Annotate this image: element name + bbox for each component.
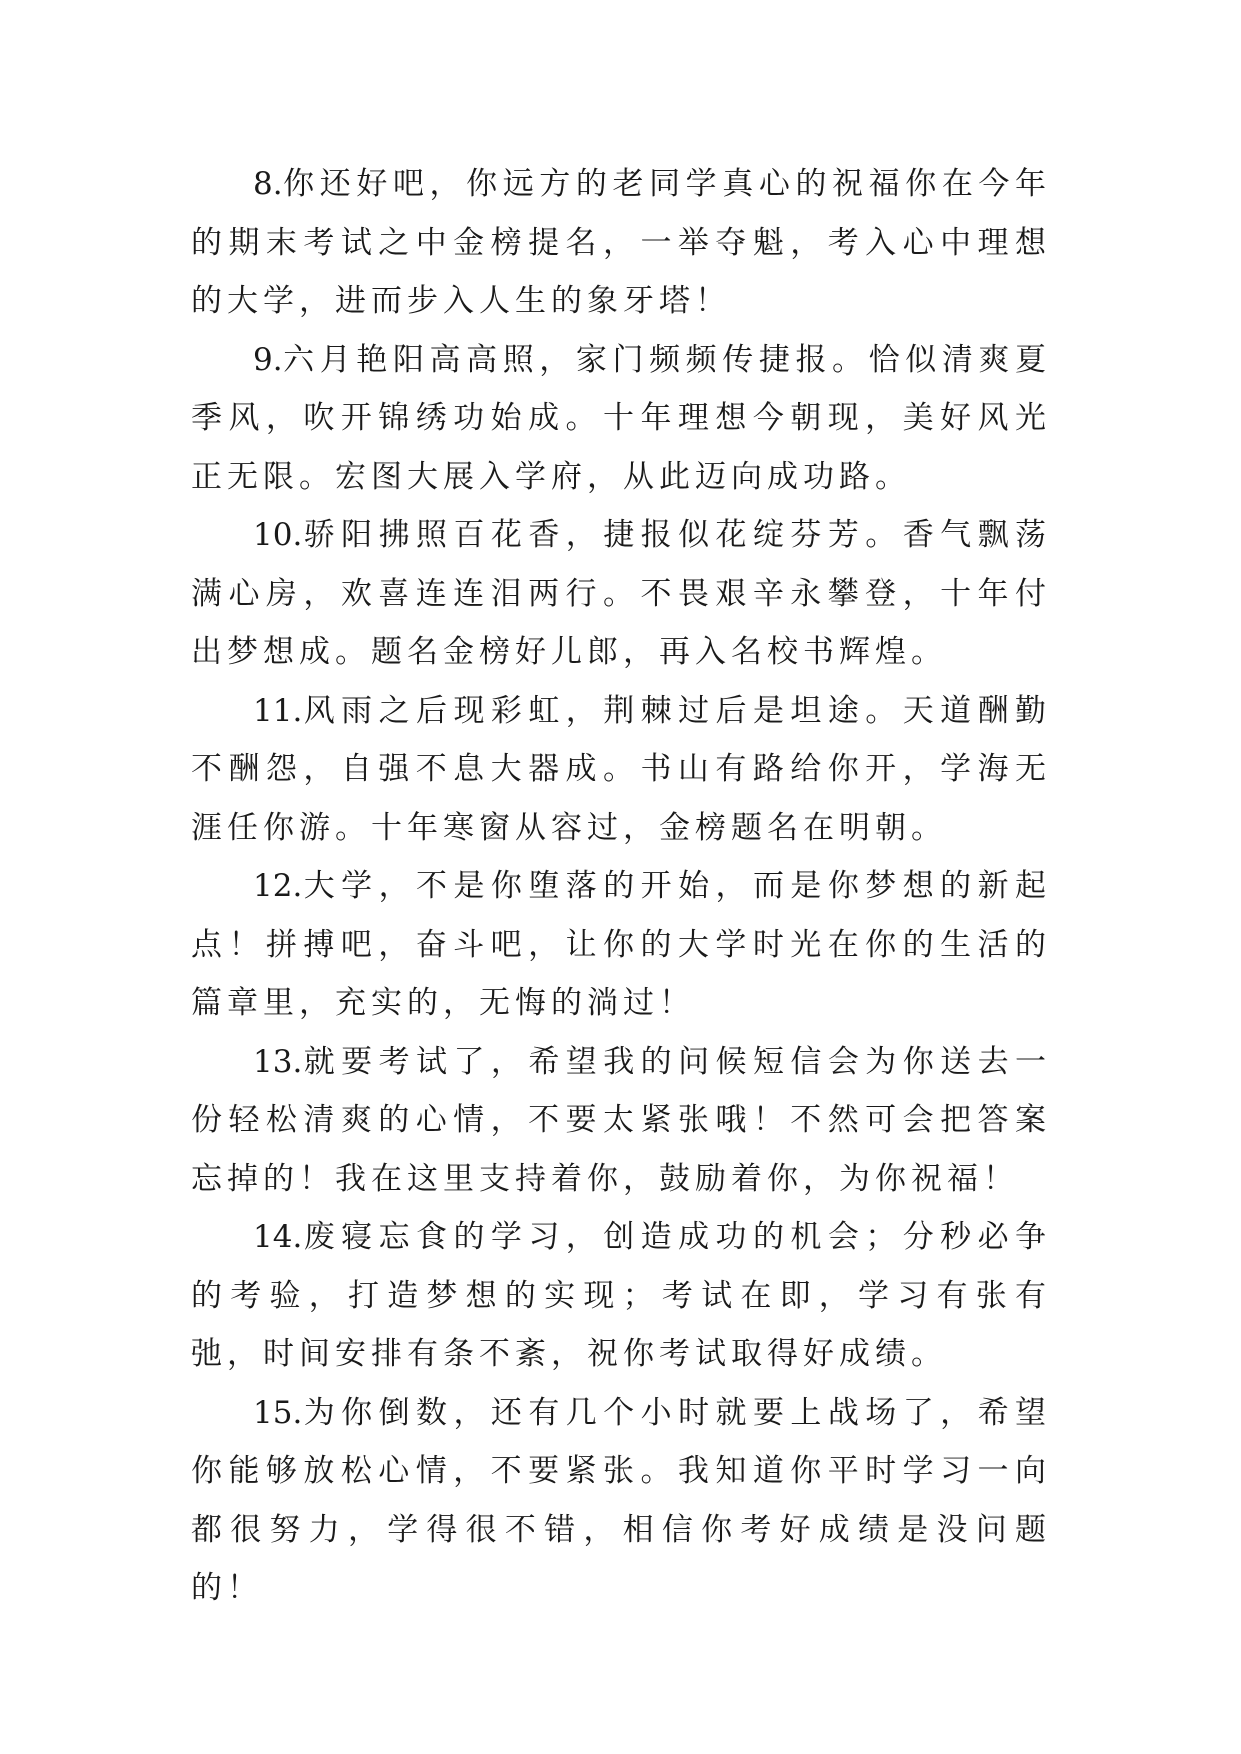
paragraph-15 bbox=[191, 1384, 1051, 1618]
document-body bbox=[191, 155, 1051, 1618]
paragraph-14 bbox=[191, 1208, 1051, 1384]
paragraph-number: 13. bbox=[253, 1043, 303, 1080]
paragraph-number: 12. bbox=[253, 868, 303, 904]
paragraph-text: 就要考试了，希望我的问候短信会为你送去一份轻松清爽的心情，不要太紧张哦！不然可会把答案忘掉的！我在这里支持着你，鼓励着你，为你祝福！ bbox=[191, 1043, 1051, 1197]
paragraph-number: 14. bbox=[253, 1219, 303, 1255]
paragraph-13 bbox=[191, 1033, 1051, 1209]
paragraph-number: 15. bbox=[253, 1394, 303, 1431]
paragraph-number: 8. bbox=[253, 166, 283, 202]
paragraph-text: 你还好吧，你远方的老同学真心的祝福你在今年的期末考试之中金榜提名，一举夺魁，考入心中理想的大学，进而步入人生的象牙塔！ bbox=[191, 166, 1051, 319]
paragraph-9 bbox=[191, 331, 1051, 507]
paragraph-text: 为你倒数，还有几个小时就要上战场了，希望你能够放松心情，不要紧张。我知道你平时学习一向都很努力，学得很不错，相信你考好成绩是没问题的！ bbox=[191, 1394, 1051, 1606]
paragraph-12 bbox=[191, 857, 1051, 1033]
paragraph-11 bbox=[191, 682, 1051, 858]
paragraph-text: 大学，不是你堕落的开始，而是你梦想的新起点！拼搏吧，奋斗吧，让你的大学时光在你的生活的篇章里，充实的，无悔的淌过！ bbox=[191, 868, 1051, 1021]
paragraph-number: 9. bbox=[253, 341, 283, 378]
paragraph-number: 10. bbox=[253, 517, 303, 553]
paragraph-text: 骄阳拂照百花香，捷报似花绽芬芳。香气飘荡满心房，欢喜连连泪两行。不畏艰辛永攀登，十年付出梦想成。题名金榜好儿郎，再入名校书辉煌。 bbox=[191, 517, 1051, 670]
paragraph-text: 废寝忘食的学习，创造成功的机会；分秒必争的考验，打造梦想的实现；考试在即，学习有张有弛，时间安排有条不紊，祝你考试取得好成绩。 bbox=[191, 1219, 1051, 1372]
paragraph-8 bbox=[191, 155, 1051, 331]
paragraph-text: 六月艳阳高高照，家门频频传捷报。恰似清爽夏季风，吹开锦绣功始成。十年理想今朝现，美好风光正无限。宏图大展入学府，从此迈向成功路。 bbox=[191, 341, 1051, 495]
paragraph-10 bbox=[191, 506, 1051, 682]
paragraph-number: 11. bbox=[253, 692, 303, 729]
paragraph-text: 风雨之后现彩虹，荆棘过后是坦途。天道酬勤不酬怨，自强不息大器成。书山有路给你开，学海无涯任你游。十年寒窗从容过，金榜题名在明朝。 bbox=[191, 692, 1051, 846]
